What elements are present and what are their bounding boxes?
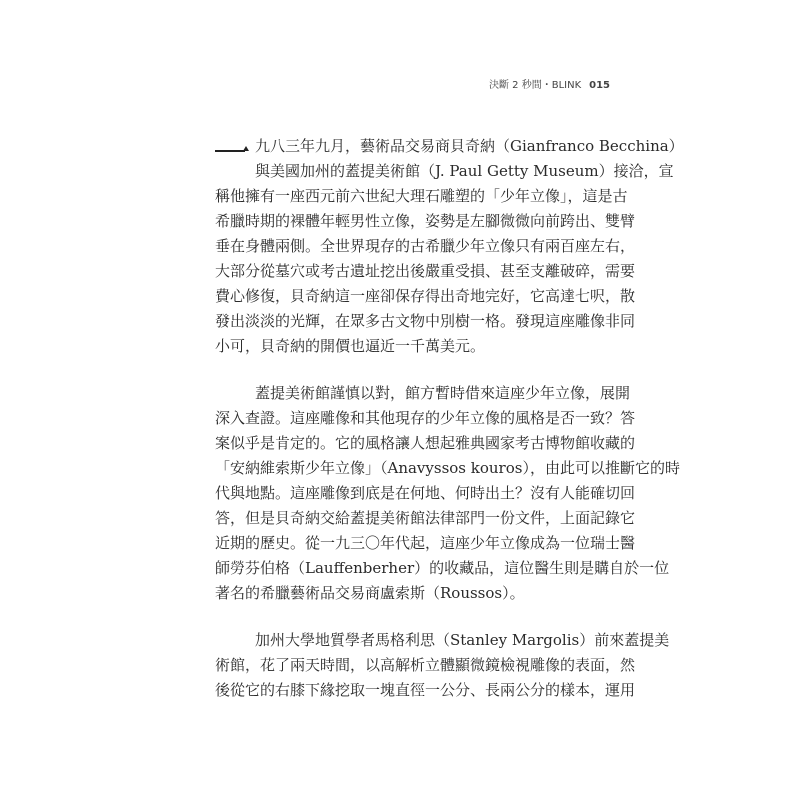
paragraph-3 (215, 628, 670, 703)
text-line: 希臘時期的裸體年輕男性立像，姿勢是左腳微微向前跨出、雙臂 (215, 212, 636, 230)
text-line: 九八三年九月，藝術品交易商貝奇納（Gianfranco Becchina） (255, 137, 684, 155)
text-line: 發出淡淡的光輝，在眾多古文物中別樹一格。發現這座雕像非同 (215, 312, 636, 330)
text-line: 深入查證。這座雕像和其他現存的少年立像的風格是否一致？答 (215, 409, 636, 427)
paragraph-2 (215, 381, 680, 606)
text-line: 「安納維索斯少年立像」（Anavyssos kouros），由此可以推斷它的時 (215, 459, 680, 477)
paragraph-1 (215, 134, 684, 359)
text-line: 垂在身體兩側。全世界現存的古希臘少年立像只有兩百座左右， (215, 237, 636, 255)
dropcap (215, 134, 249, 159)
page-body (215, 134, 684, 725)
dropcap-line (215, 150, 245, 152)
text-line: 費心修復，貝奇納這一座卻保存得出奇地完好，它高達七呎，散 (215, 287, 636, 305)
text-line: 答，但是貝奇納交給蓋提美術館法律部門一份文件，上面記錄它 (215, 509, 636, 527)
text-line: 著名的希臘藝術品交易商盧索斯（Roussos）。 (215, 584, 525, 602)
text-line: 術館，花了兩天時間，以高解析立體顯微鏡檢視雕像的表面，然 (215, 656, 636, 674)
text-line: 案似乎是肯定的。它的風格讓人想起雅典國家考古博物館收藏的 (215, 434, 636, 452)
text-line: 大部分從墓穴或考古遺址挖出後嚴重受損、甚至支離破碎，需要 (215, 262, 636, 280)
text-line: 加州大學地質學者馬格利思（Stanley Margolis）前來蓋提美 (255, 631, 670, 649)
page-number: 015 (589, 80, 610, 91)
dropcap-mark (243, 146, 249, 151)
text-line: 與美國加州的蓋提美術館（J. Paul Getty Museum）接洽，宣 (255, 162, 674, 180)
text-line: 近期的歷史。從一九三〇年代起，這座少年立像成為一位瑞士醫 (215, 534, 636, 552)
text-line: 稱他擁有一座西元前六世紀大理石雕塑的「少年立像」，這是古 (215, 187, 628, 205)
running-header (489, 76, 610, 91)
text-line: 小可，貝奇納的開價也逼近一千萬美元。 (215, 337, 486, 355)
text-line: 後從它的右膝下緣挖取一塊直徑一公分、長兩公分的樣本，運用 (215, 681, 636, 699)
text-line: 代與地點。這座雕像到底是在何地、何時出土？沒有人能確切回 (215, 484, 636, 502)
text-line: 蓋提美術館謹慎以對，館方暫時借來這座少年立像，展開 (255, 384, 631, 402)
running-title: 決斷 2 秒間・BLINK (488, 80, 582, 91)
text-line: 師勞芬伯格（Lauffenberher）的收藏品，這位醫生則是購自於一位 (215, 559, 670, 577)
